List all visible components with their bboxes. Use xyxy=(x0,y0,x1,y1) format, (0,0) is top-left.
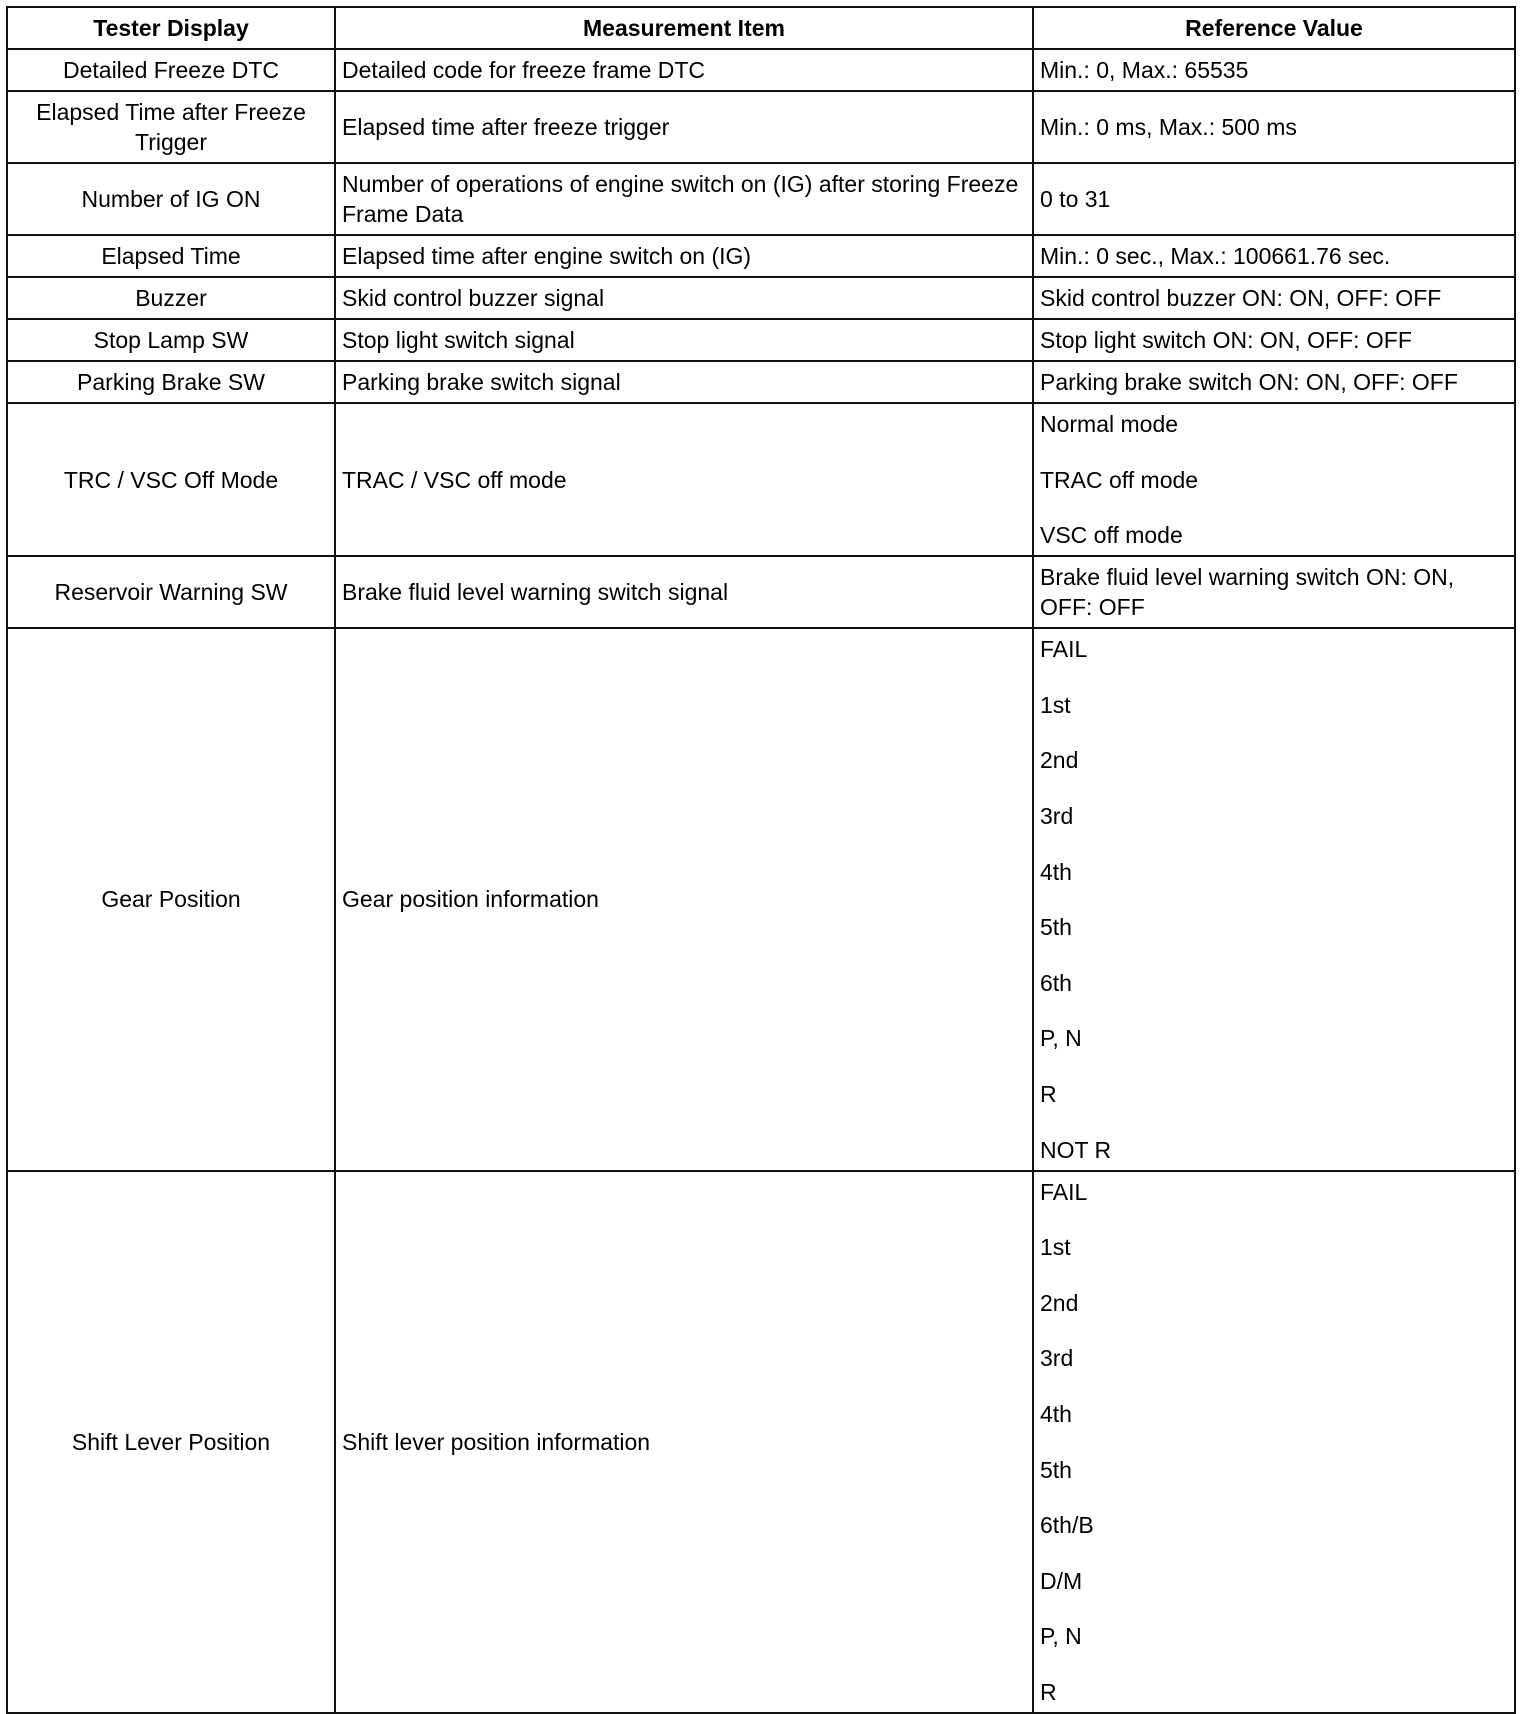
reference-value-cell: Min.: 0 sec., Max.: 100661.76 sec. xyxy=(1033,235,1515,277)
reference-value-item: FAIL xyxy=(1040,636,1088,663)
tester-display-cell: Stop Lamp SW xyxy=(7,319,335,361)
table-row xyxy=(7,163,1515,235)
tester-display-cell: Parking Brake SW xyxy=(7,361,335,403)
measurement-item-cell: Brake fluid level warning switch signal xyxy=(335,556,1033,628)
table-row xyxy=(7,403,1515,556)
reference-value-cell xyxy=(1033,403,1515,556)
reference-value-item: 3rd xyxy=(1040,802,1074,829)
reference-value-cell: Parking brake switch ON: ON, OFF: OFF xyxy=(1033,361,1515,403)
tester-display-cell: TRC / VSC Off Mode xyxy=(7,403,335,556)
tester-display-cell: Gear Position xyxy=(7,628,335,1170)
reference-value-item: 1st xyxy=(1040,691,1071,718)
tester-display-cell: Reservoir Warning SW xyxy=(7,556,335,628)
table-header-row xyxy=(7,7,1515,49)
table-row xyxy=(7,235,1515,277)
reference-value-item: VSC off mode xyxy=(1040,522,1183,549)
measurement-item-cell: Detailed code for freeze frame DTC xyxy=(335,49,1033,91)
reference-value-cell xyxy=(1033,1171,1515,1713)
header-reference-value: Reference Value xyxy=(1033,7,1515,49)
header-measurement-item: Measurement Item xyxy=(335,7,1033,49)
reference-value-list xyxy=(1040,409,1508,550)
reference-value-item: 5th xyxy=(1040,914,1072,941)
reference-value-item: 6th xyxy=(1040,969,1072,996)
measurement-item-cell: Gear position information xyxy=(335,628,1033,1170)
table-row xyxy=(7,91,1515,163)
reference-value-cell: Min.: 0 ms, Max.: 500 ms xyxy=(1033,91,1515,163)
reference-value-item: D/M xyxy=(1040,1567,1083,1594)
tester-display-cell: Detailed Freeze DTC xyxy=(7,49,335,91)
reference-value-item: TRAC off mode xyxy=(1040,466,1199,493)
table-row xyxy=(7,277,1515,319)
reference-value-item: R xyxy=(1040,1080,1057,1107)
table-row xyxy=(7,361,1515,403)
tester-display-cell: Elapsed Time xyxy=(7,235,335,277)
reference-value-cell: Skid control buzzer ON: ON, OFF: OFF xyxy=(1033,277,1515,319)
reference-value-item: P, N xyxy=(1040,1025,1082,1052)
reference-value-item: 6th/B xyxy=(1040,1512,1094,1539)
reference-value-item: Normal mode xyxy=(1040,411,1179,437)
reference-value-item: 4th xyxy=(1040,1400,1072,1427)
reference-value-list xyxy=(1040,634,1508,1164)
reference-value-item: 3rd xyxy=(1040,1345,1074,1372)
table-row xyxy=(7,556,1515,628)
reference-value-item: R xyxy=(1040,1678,1057,1705)
header-tester-display: Tester Display xyxy=(7,7,335,49)
reference-value-item: 5th xyxy=(1040,1456,1072,1483)
reference-value-cell: 0 to 31 xyxy=(1033,163,1515,235)
reference-value-item: P, N xyxy=(1040,1623,1082,1650)
reference-value-cell: Stop light switch ON: ON, OFF: OFF xyxy=(1033,319,1515,361)
reference-value-cell: Brake fluid level warning switch ON: ON, OFF: OFF xyxy=(1033,556,1515,628)
measurement-item-cell: TRAC / VSC off mode xyxy=(335,403,1033,556)
table-row xyxy=(7,319,1515,361)
measurement-item-cell: Number of operations of engine switch on (IG) after storing Freeze Frame Data xyxy=(335,163,1033,235)
table-row xyxy=(7,49,1515,91)
reference-value-item: NOT R xyxy=(1040,1136,1112,1163)
tester-display-cell: Elapsed Time after Freeze Trigger xyxy=(7,91,335,163)
reference-value-item: 4th xyxy=(1040,858,1072,885)
reference-value-item: 2nd xyxy=(1040,747,1079,774)
measurement-item-cell: Skid control buzzer signal xyxy=(335,277,1033,319)
measurement-item-cell: Shift lever position information xyxy=(335,1171,1033,1713)
measurement-table xyxy=(6,6,1516,1714)
measurement-item-cell: Stop light switch signal xyxy=(335,319,1033,361)
reference-value-cell: Min.: 0, Max.: 65535 xyxy=(1033,49,1515,91)
reference-value-list xyxy=(1040,1177,1508,1707)
reference-value-item: 1st xyxy=(1040,1234,1071,1261)
reference-value-item: 2nd xyxy=(1040,1289,1079,1316)
measurement-item-cell: Parking brake switch signal xyxy=(335,361,1033,403)
tester-display-cell: Number of IG ON xyxy=(7,163,335,235)
tester-display-cell: Shift Lever Position xyxy=(7,1171,335,1713)
reference-value-item: FAIL xyxy=(1040,1178,1088,1205)
tester-display-cell: Buzzer xyxy=(7,277,335,319)
reference-value-cell xyxy=(1033,628,1515,1170)
table-row xyxy=(7,1171,1515,1713)
measurement-item-cell: Elapsed time after freeze trigger xyxy=(335,91,1033,163)
table-row xyxy=(7,628,1515,1170)
measurement-item-cell: Elapsed time after engine switch on (IG) xyxy=(335,235,1033,277)
